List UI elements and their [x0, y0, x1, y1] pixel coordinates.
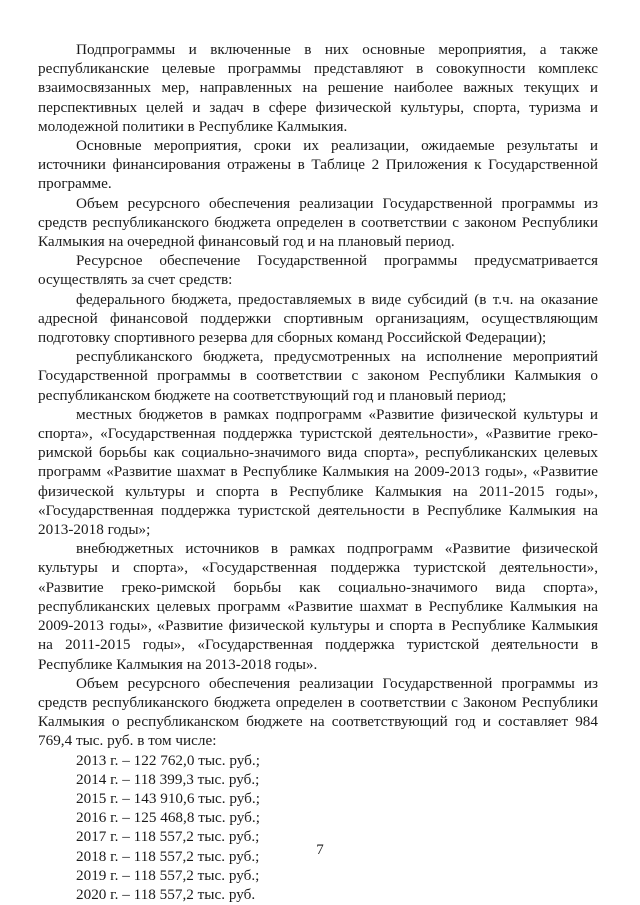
paragraph-resource-sources: Ресурсное обеспечение Государственной программы предусматривается осуществлять за счет средств: — [38, 252, 598, 289]
yearly-funding-item: 2017 г. – 118 557,2 тыс. руб.; — [76, 828, 260, 846]
document-page — [38, 40, 598, 904]
yearly-funding-item: 2015 г. – 143 910,6 тыс. руб.; — [76, 789, 260, 807]
paragraph-total-volume: Объем ресурсного обеспечения реализации Государственной программы из средств республиканского бюджета определен в соответствии с Законом Республики Калмыкия о республиканском бюджете на соответствующий год и составляет 984 769,4 тыс. руб. в том числе: — [38, 674, 598, 750]
paragraph-programs-overview: Подпрограммы и включенные в них основные мероприятия, а также республиканские целевые программы представляют в совокупности комплекс взаимосвязанных мер, направленных на решение наиболее важных текущих и перспективных целей и задач в сфере физической культуры, спорта, туризма и молодежной политики в Республике Калмыкия. — [38, 41, 598, 135]
paragraph-federal-budget: федерального бюджета, предоставляемых в виде субсидий (в т.ч. на оказание адресной финансовой поддержки спортивным организациям, осуществляющим подготовку спортивного резерва для сборных команд Российской Федерации); — [38, 290, 598, 347]
yearly-funding-item: 2014 г. – 118 399,3 тыс. руб.; — [76, 770, 260, 788]
yearly-funding-item: 2016 г. – 125 468,8 тыс. руб.; — [76, 809, 260, 827]
paragraph-extrabudgetary-sources: внебюджетных источников в рамках подпрограмм «Развитие физической культуры и спорта», «Государственная поддержка туристской деятельности», «Развитие греко-римской борьбы как социально-значимого вида спорта», республиканских целевых программ «Развитие шахмат в Республике Калмыкия на 2009-2013 годы», «Развитие физической культуры и спорта в Республике Калмыкия на 2011-2015 годы», «Государственная поддержка туристской деятельности в Республике Калмыкия на 2013-2018 годы». — [38, 540, 598, 673]
paragraph-local-budgets: местных бюджетов в рамках подпрограмм «Развитие физической культуры и спорта», «Государственная поддержка туристской деятельности», «Развитие греко-римской борьбы как социально-значимого вида спорта», республиканских целевых программ «Развитие шахмат в Республике Калмыкия на 2009-2013 годы», «Развитие физической культуры и спорта в Республике Калмыкия на 2011-2015 годы», «Государственная поддержка туристской деятельности в Республике Калмыкия на 2013-2018 годы»; — [38, 405, 598, 539]
page-number: 7 — [316, 842, 324, 858]
yearly-funding-item: 2020 г. – 118 557,2 тыс. руб. — [76, 885, 256, 903]
paragraph-main-activities: Основные мероприятия, сроки их реализации, ожидаемые результаты и источники финансирования отражены в Таблице 2 Приложения к Государственной программе. — [38, 137, 598, 193]
yearly-funding-list — [38, 751, 598, 905]
yearly-funding-item: 2013 г. – 122 762,0 тыс. руб.; — [76, 751, 260, 769]
yearly-funding-item: 2019 г. – 118 557,2 тыс. руб.; — [76, 866, 260, 884]
yearly-funding-item: 2018 г. – 118 557,2 тыс. руб.; — [76, 847, 260, 865]
paragraph-resource-volume-law: Объем ресурсного обеспечения реализации Государственной программы из средств республиканского бюджета определен в соответствии с законом Республики Калмыкия на очередной финансовый год и на плановый период. — [38, 194, 598, 251]
paragraph-republican-budget: республиканского бюджета, предусмотренных на исполнение мероприятий Государственной программы в соответствии с законом Республики Калмыкия о республиканском бюджете на соответствующий год и плановый период; — [38, 348, 598, 404]
